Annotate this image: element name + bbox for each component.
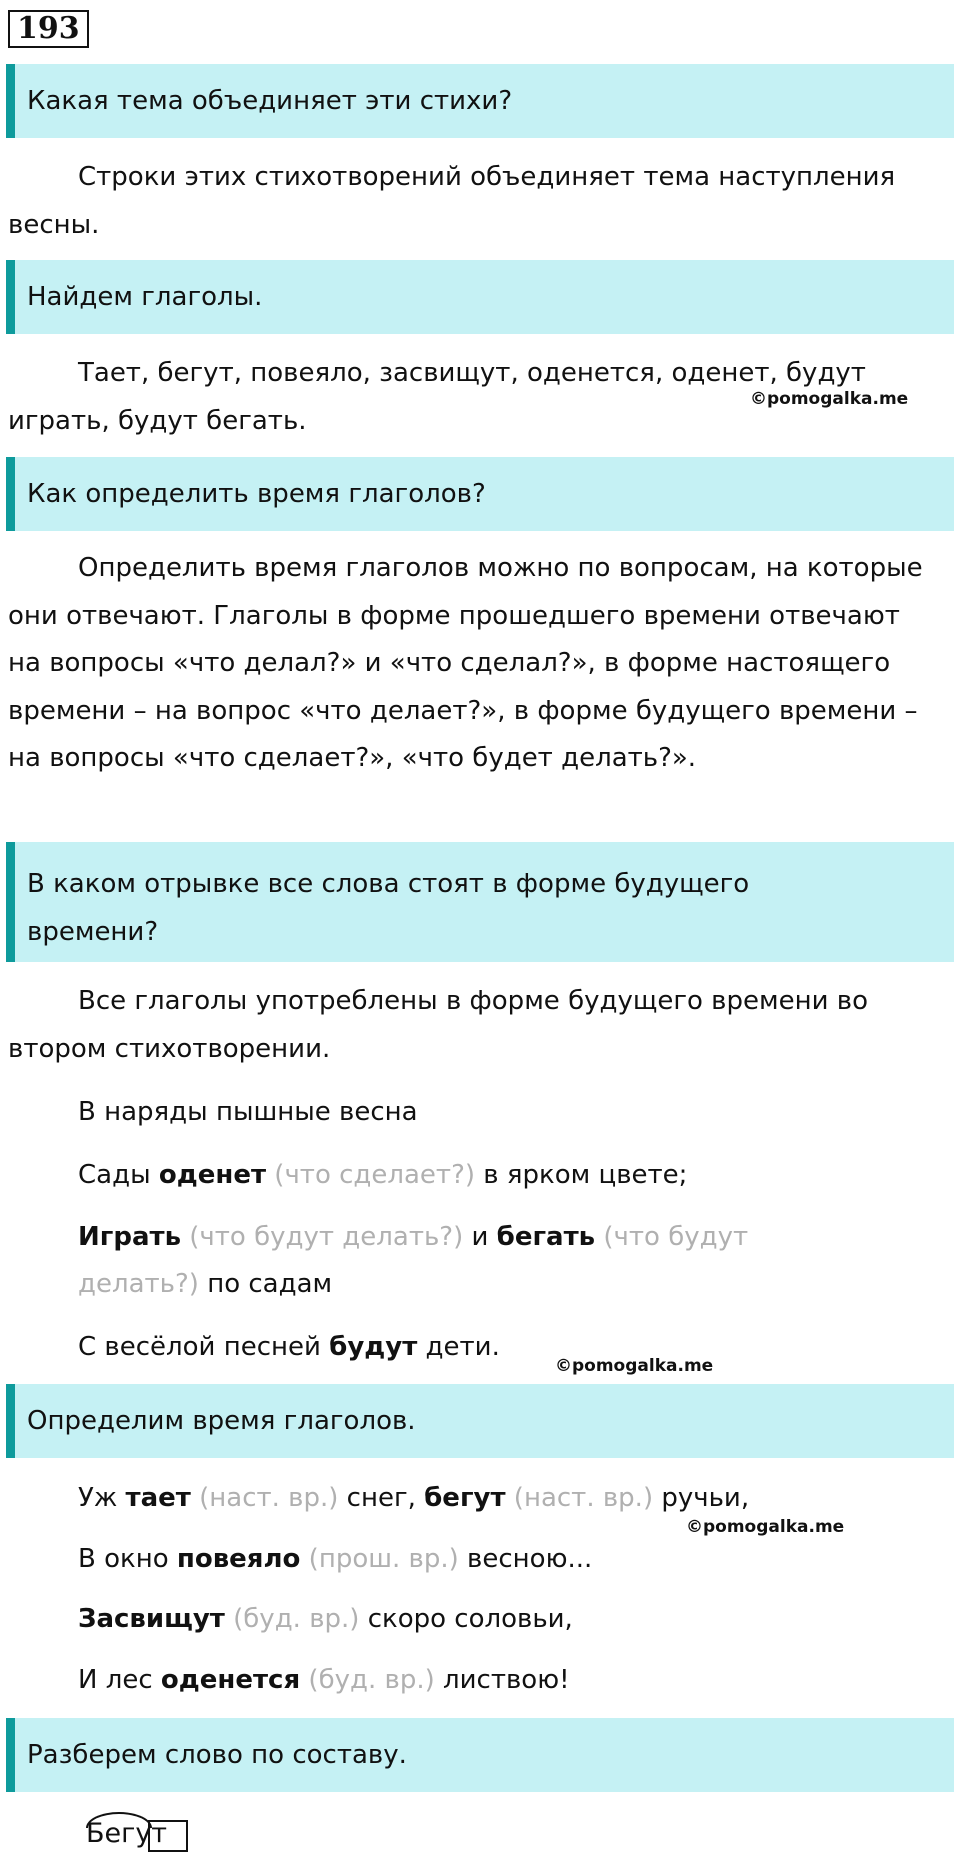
question-word-parse: Разберем слово по составу. — [6, 1718, 954, 1792]
morpheme-ending: ут — [135, 1818, 168, 1849]
answer-find-verbs: Тает, бегут, повеяло, засвищут, оденется, оденет, будут играть, будут бегать. — [8, 358, 866, 436]
question-verb-tense: Как определить время глаголов? — [6, 457, 954, 531]
poem-tenses-line-4: И лес оденется (буд. вр.) листвою! — [78, 1665, 570, 1695]
watermark: ©pomogalka.me — [555, 1356, 714, 1376]
answer-theme: Строки этих стихотворений объединяет тема наступления весны. — [8, 162, 896, 240]
answer-future-tense: Все глаголы употреблены в форме будущего времени во втором стихотворении. — [8, 986, 868, 1064]
poem-tenses-line-3: Засвищут (буд. вр.) скоро соловьи, — [78, 1604, 573, 1634]
poem-tenses-line-2: В окно повеяло (прош. вр.) весною... — [78, 1544, 593, 1574]
question-future-tense: В каком отрывке все слова стоят в форме будущего времени? — [6, 842, 954, 962]
poem-future-line-2: Сады оденет (что сделает?) в ярком цвете; — [78, 1160, 688, 1190]
question-find-verbs: Найдем глаголы. — [6, 260, 954, 334]
ending-box — [148, 1820, 188, 1852]
morpheme-diagram — [86, 1816, 167, 1852]
question-theme: Какая тема объединяет эти стихи? — [6, 64, 954, 138]
answer-verb-tense: Определить время глаголов можно по вопросам, на которые они отвечают. Глаголы в форме прошедшего времени отвечают на вопросы «что делал?» и «что сделал?», в форме настоящего времени – на вопрос «что делает?», в форме будущего времени – на вопросы «что сделает?», «что будет делать?». — [8, 553, 923, 773]
poem-future-line-4: С весёлой песней будут дети. — [78, 1332, 500, 1362]
question-determine-tense: Определим время глаголов. — [6, 1384, 954, 1458]
watermark: ©pomogalka.me — [750, 389, 909, 409]
task-number: 193 — [8, 10, 89, 48]
poem-future-line-3: Играть (что будут делать?) и бегать (что будут делать?) по садам — [78, 1222, 749, 1299]
poem-future-line-1: В наряды пышные весна — [78, 1097, 418, 1127]
root-arc — [86, 1812, 152, 1828]
morpheme-root: Бег — [86, 1818, 136, 1849]
poem-tenses-line-1: Уж тает (наст. вр.) снег, бегут (наст. вр.) ручьи, — [78, 1483, 750, 1513]
watermark: ©pomogalka.me — [686, 1517, 845, 1537]
